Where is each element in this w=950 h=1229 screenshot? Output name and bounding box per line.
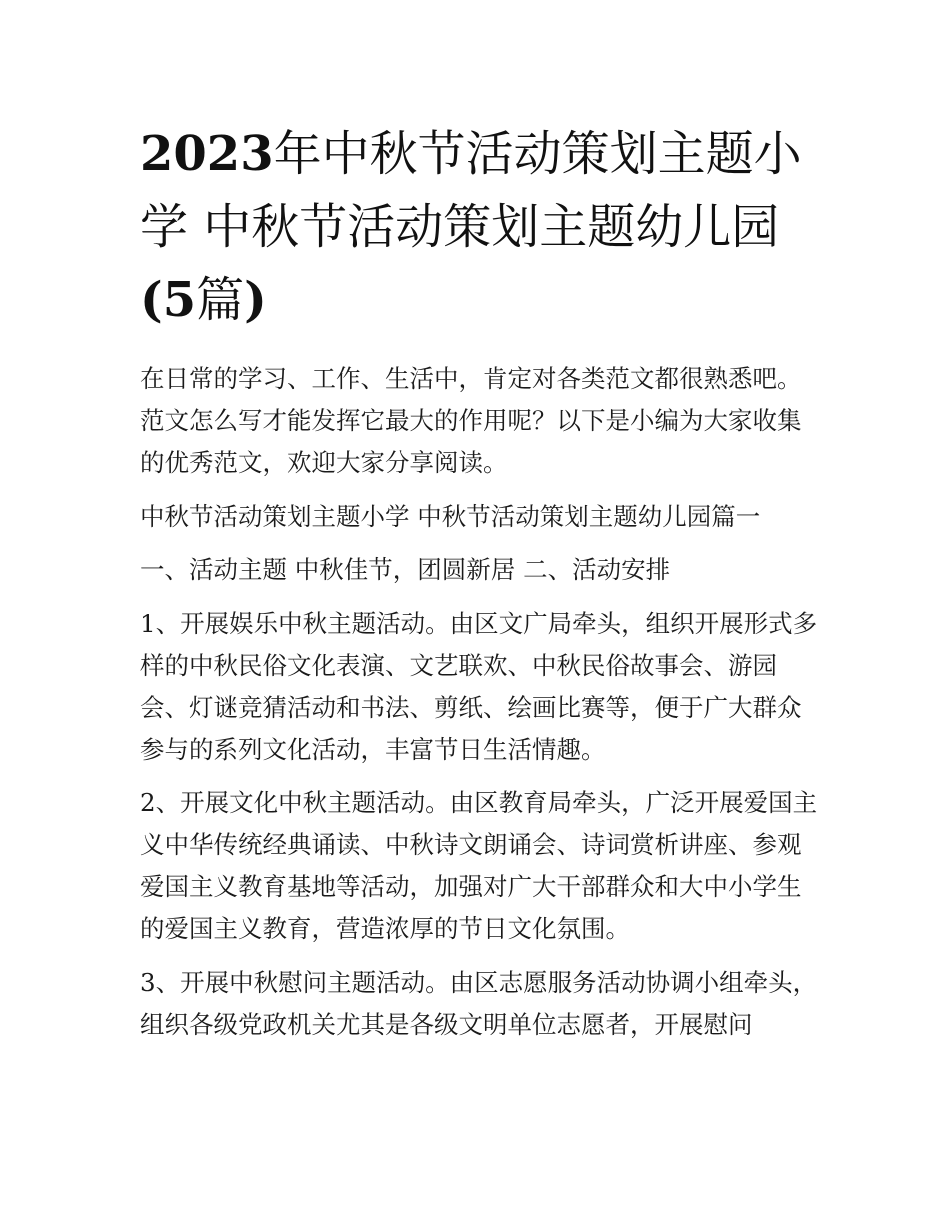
- title-suffix-number: 5: [162, 272, 197, 328]
- document-body: [140, 358, 820, 1057]
- section-heading: 中秋节活动策划主题小学 中秋节活动策划主题幼儿园篇一: [140, 501, 761, 531]
- title-suffix-word: 篇: [196, 272, 245, 328]
- title-text: 年中秋节活动策划主题小学 中秋节活动策划主题幼儿园: [140, 126, 802, 255]
- title-suffix-open: (: [140, 272, 163, 328]
- item-1-paragraph: 1、开展娱乐中秋主题活动。由区文广局牵头，组织开展形式多样的中秋民俗文化表演、文艺联欢、中秋民俗故事会、游园会、灯谜竞猜活动和书法、剪纸、绘画比赛等，便于广大群众参与的系列文化活动，丰富节日生活情趣。: [140, 608, 818, 764]
- title-year: 2023: [140, 126, 274, 182]
- document-title: [140, 118, 820, 337]
- title-suffix-close: ): [244, 272, 267, 328]
- item-2-paragraph: 2、开展文化中秋主题活动。由区教育局牵头，广泛开展爱国主义中华传统经典诵读、中秋诗文朗诵会、诗词赏析讲座、参观爱国主义教育基地等活动，加强对广大干部群众和大中小学生的爱国主义教育，营造浓厚的节日文化氛围。: [140, 788, 818, 943]
- intro-paragraph: 在日常的学习、工作、生活中，肯定对各类范文都很熟悉吧。范文怎么写才能发挥它最大的作用呢？以下是小编为大家收集的优秀范文，欢迎大家分享阅读。: [140, 364, 802, 477]
- theme-paragraph: 一、活动主题 中秋佳节，团圆新居 二、活动安排: [140, 555, 671, 584]
- item-3-paragraph: 3、开展中秋慰问主题活动。由区志愿服务活动协调小组牵头，组织各级党政机关尤其是各级文明单位志愿者，开展慰问: [140, 967, 818, 1039]
